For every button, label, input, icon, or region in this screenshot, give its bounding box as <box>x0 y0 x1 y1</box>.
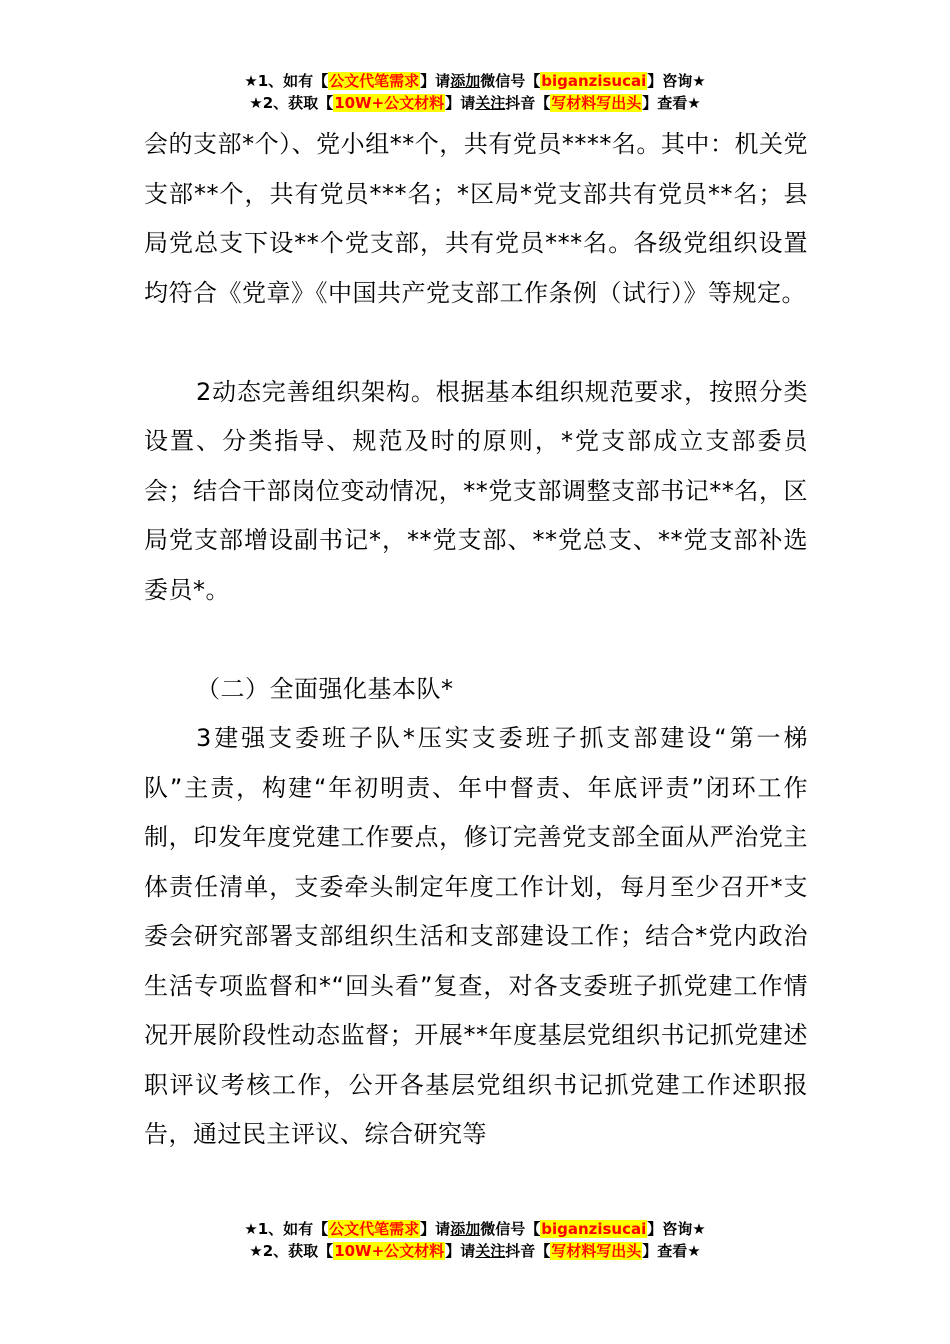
promo-text: 微信号【 <box>480 72 541 90</box>
promo-line-1 <box>0 1218 950 1240</box>
promo-text: 】咨询★ <box>647 72 706 90</box>
promo-highlight-wechat-id: biganzisucai <box>541 1220 647 1238</box>
promo-underlined-text: 关注 <box>475 94 506 112</box>
star-icon: ★ <box>244 72 258 90</box>
promo-text: 2、获取【 <box>262 1242 334 1260</box>
section-heading: （二）全面强化基本队* <box>196 674 454 703</box>
promo-text: 抖音【 <box>505 94 551 112</box>
promo-underlined-text: 关注 <box>475 1242 506 1260</box>
promo-underlined-text: 添加 <box>450 1220 481 1238</box>
paragraph-org-stats: 会的支部*个）、党小组**个，共有党员****名。其中：机关党支部**个，共有党员***名；*区局*党支部共有党员**名；县局党总支下设**个党支部，共有党员***名。各级党组织设置均符合《党章》《中国共产党支部工作条例（试行）》等规定。 <box>144 130 808 307</box>
promo-line-1 <box>0 70 950 92</box>
promo-text: 微信号【 <box>480 1220 541 1238</box>
promo-text: 2、获取【 <box>262 94 334 112</box>
bottom-promo-banner <box>0 1218 950 1262</box>
promo-text: 1、如有【 <box>257 1220 329 1238</box>
paragraph-spacer <box>144 318 808 368</box>
promo-highlight: 公文代笔需求 <box>329 1220 420 1238</box>
promo-text: 抖音【 <box>505 1242 551 1260</box>
promo-text: 】查看★ <box>642 94 701 112</box>
promo-highlight-douyin-id: 写材料写出头 <box>551 94 642 112</box>
star-icon: ★ <box>244 1220 258 1238</box>
promo-text: 】请 <box>420 1220 451 1238</box>
promo-text: 】查看★ <box>642 1242 701 1260</box>
promo-text: 1、如有【 <box>257 72 329 90</box>
star-icon: ★ <box>249 1242 263 1260</box>
paragraph-spacer <box>144 615 808 665</box>
paragraph-committee-team: 3建强支委班子队*压实支委班子抓支部建设“第一梯队”主责，构建“年初明责、年中督责、年底评责”闭环工作制，印发年度党建工作要点，修订完善党支部全面从严治党主体责任清单，支委牵头制定年度工作计划，每月至少召开*支委会研究部署支部组织生活和支部建设工作；结合*党内政治生活专项监督和*“回头看”复查，对各支委班子抓党建工作情况开展阶段性动态监督；开展**年度基层党组织书记抓党建述职评议考核工作，公开各基层党组织书记抓党建工作述职报告，通过民主评议、综合研究等 <box>144 724 808 1148</box>
promo-highlight: 10W+公文材料 <box>334 94 445 112</box>
promo-highlight: 10W+公文材料 <box>334 1242 445 1260</box>
promo-underlined-text: 添加 <box>450 72 481 90</box>
promo-highlight-wechat-id: biganzisucai <box>541 72 647 90</box>
promo-line-2 <box>0 1240 950 1262</box>
promo-highlight-douyin-id: 写材料写出头 <box>551 1242 642 1260</box>
promo-text: 】咨询★ <box>647 1220 706 1238</box>
promo-line-2 <box>0 92 950 114</box>
document-body <box>144 120 808 1160</box>
promo-text: 】请 <box>445 94 476 112</box>
promo-text: 】请 <box>420 72 451 90</box>
paragraph-org-structure: 2动态完善组织架构。根据基本组织规范要求，按照分类设置、分类指导、规范及时的原则，*党支部成立支部委员会；结合干部岗位变动情况，**党支部调整支部书记**名，区局党支部增设副书记*，**党支部、**党总支、**党支部补选委员*。 <box>144 377 808 604</box>
promo-text: 】请 <box>445 1242 476 1260</box>
star-icon: ★ <box>249 94 263 112</box>
top-promo-banner <box>0 70 950 114</box>
promo-highlight: 公文代笔需求 <box>329 72 420 90</box>
